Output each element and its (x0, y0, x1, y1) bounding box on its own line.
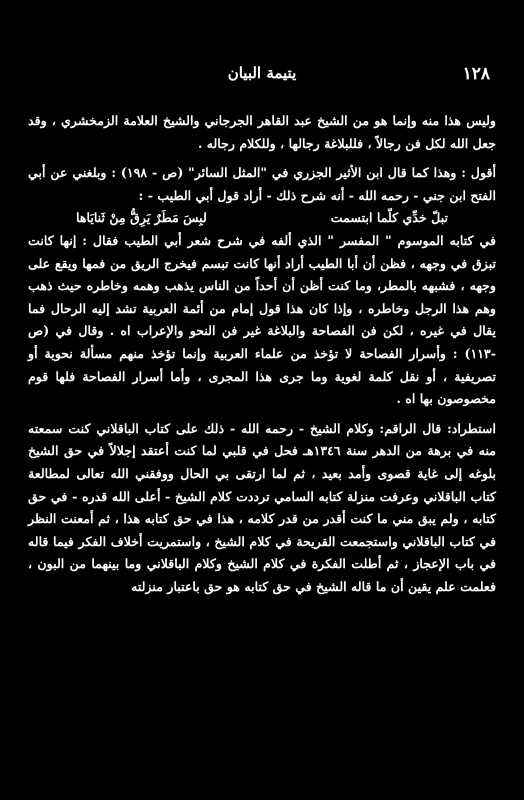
body-text (28, 110, 496, 598)
poetry-verse (28, 207, 496, 230)
page-header (30, 64, 494, 90)
verse-first-hemistich: لبِسَ مَطَرٌ يَرِقُّ مِنْ ثَنايَاها (76, 210, 207, 226)
running-title: يتيمة البيان (227, 64, 297, 82)
paragraph-1: وليس هذا منه وإنما هو من الشيخ عبد القاهر الجرجاني والشيخ العلامة الزمخشري ، وقد جعل الله لكل فن رجالاً ، فللبلاغة رجالها ، وللكلام رجاله . (28, 113, 496, 151)
paragraph-2: أقول : وهذا كما قال ابن الأثير الجزري في "المثل السائر" (ص - ١٩٨) : وبلغني عن أبي الفتح ابن جني - رحمه الله - أنه شرح ذلك - أراد قول أبي الطيب - : (28, 165, 496, 203)
page-number: ١٢٨ (462, 64, 490, 84)
verse-second-hemistich: تبلّ خدِّي كلّما ابتسمت (330, 210, 448, 226)
paragraph-4: استطراد: قال الراقم: وكلام الشيخ - رحمه الله - ذلك على كتاب الباقلاني كنت سمعته منه في برهة من الدهر سنة ١٣٤٦هـ فحل في قلبي لما كنت أعتقد إجلالاً في حق الشيخ بلوغه إلى غاية قصوى وأمد بعيد ، ثم لما ارتقى بي الحال ووفقني الله تعالى لمطالعة كتاب الباقلاني وعرفت منزلة كتابه السامي ترددت كلام الشيخ - أعلى الله قدره - في حق كتابه ، ولم يبق مني ما كنت أقدر من قدر كلامه ، هذا في حق كتابه هذا ، ثم أمعنت النظر في كتاب الباقلاني واستجمعت القريحة في كلام الشيخ ، واستمريت أخلاف الفكر فيما قاله في باب الإعجاز ، ثم أطلت الفكرة في كلام الشيخ وكلام الباقلاني وما بينهما من البون ، فعلمت علم يقين أن ما قاله الشيخ في حق كتابه هو حق باعتبار منزلته (28, 420, 496, 594)
paragraph-3: في كتابه الموسوم " المفسر " الذي ألفه في شرح شعر أبي الطيب فقال : إنها كانت تبزق في وجهه ، فظن أن أبا الطيب أراد أنها كانت تبسم فيخرج الريق من فمها ويقع على وجهه ، فشبهه بالمطر، وما كنت أظن أن أحداً من الناس يذهب وهمه وخاطره حيث ذهب وهم هذا الرجل وخاطره ، وإذا كان هذا قول إمام من أئمة العربية تشد إليه الرحال فما يقال في غيره ، لكن فن الفصاحة والبلاغة غير فن النحو والإعراب اه . وقال في (ص -١١٣) : وأسرار الفصاحة لا تؤخذ من علماء العربية وإنما تؤخذ منهم مسألة نحوية أو تصريفية ، أو نقل كلمة لغوية وما جرى هذا المجرى ، وأما أسرار الفصاحة فلها قوم مخصوصون بها اه . (28, 232, 496, 407)
